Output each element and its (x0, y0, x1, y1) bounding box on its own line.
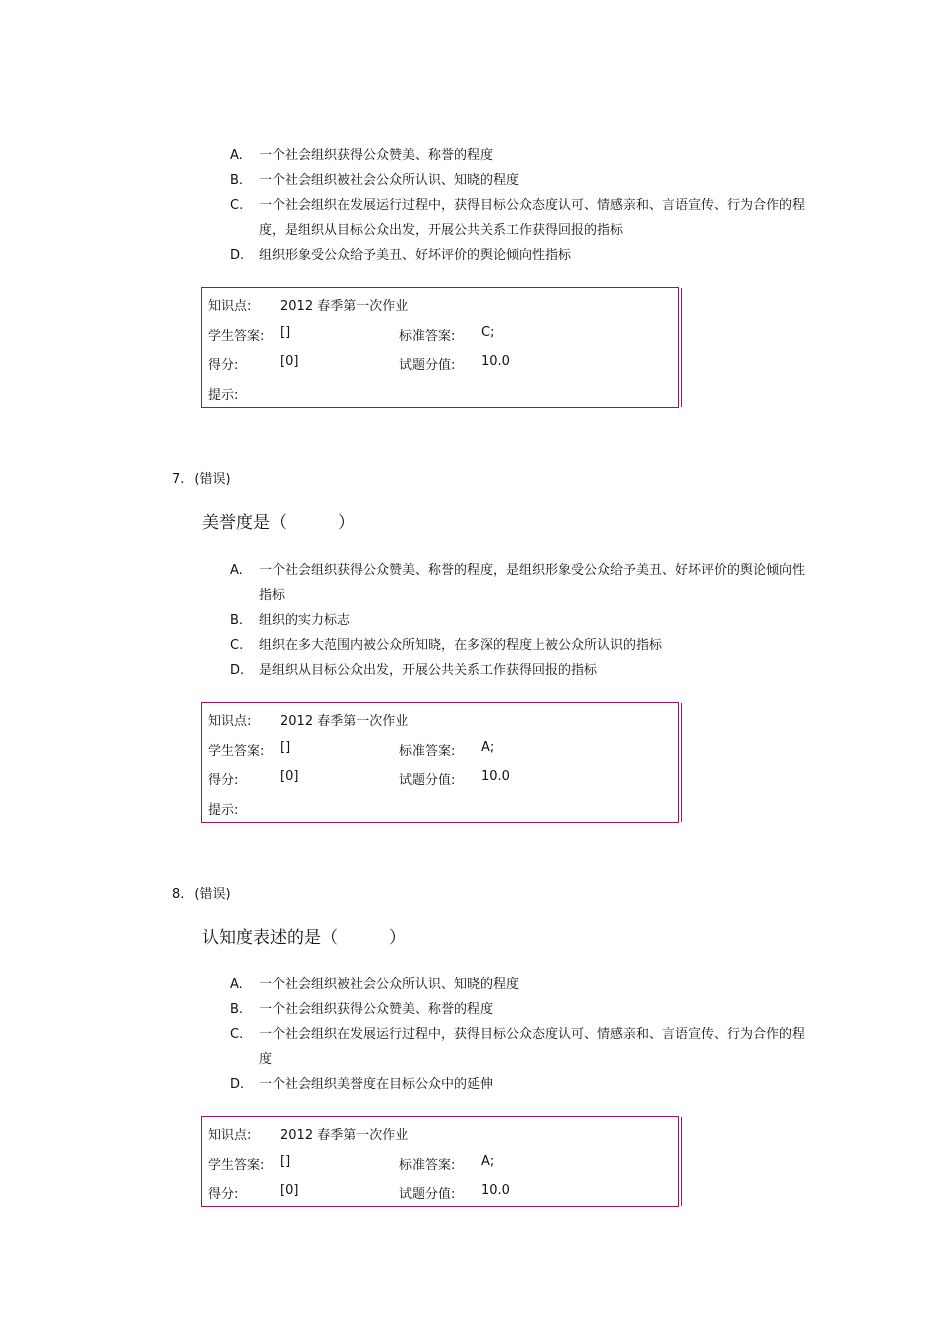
score-row: 得分: [0] 试题分值: 10.0 (208, 1183, 510, 1203)
q7-option-c: C. 组织在多大范围内被公众所知晓，在多深的程度上被公众所认识的指标 (230, 638, 663, 653)
score-row: 得分: [0] 试题分值: 10.0 (208, 354, 510, 374)
q8-option-c: C. 一个社会组织在发展运行过程中，获得目标公众态度认可、情感亲和、言语宣传、行为合作的程度 (230, 1027, 806, 1067)
score: [0] (280, 769, 299, 785)
q7-question-text: 美誉度是（ ） (202, 513, 355, 533)
q6-options (230, 143, 810, 268)
q8-option-a: A. 一个社会组织被社会公众所认识、知晓的程度 (230, 977, 520, 992)
hint-row: 提示: (208, 388, 239, 404)
q6-option-a: A. 一个社会组织获得公众赞美、称誉的程度 (230, 148, 494, 163)
q7-option-d: D. 是组织从目标公众出发，开展公共关系工作获得回报的指标 (230, 663, 598, 678)
score-row: 得分: [0] 试题分值: 10.0 (208, 769, 510, 789)
q7-info-box (201, 702, 679, 823)
score: [0] (280, 354, 299, 370)
q8-question-text: 认知度表述的是（ ） (202, 928, 406, 948)
q8-option-b: B. 一个社会组织获得公众赞美、称誉的程度 (230, 1002, 494, 1017)
points: 10.0 (481, 1183, 510, 1199)
answer-row: 学生答案: [] 标准答案: A; (208, 1153, 495, 1173)
status-badge: (错误) (194, 887, 231, 902)
q6-option-b: B. 一个社会组织被社会公众所认识、知晓的程度 (230, 173, 520, 188)
student-answer: [] (280, 739, 291, 755)
question-number: 8. (172, 887, 185, 902)
standard-answer: C; (481, 324, 495, 340)
q6-info-box (201, 287, 679, 408)
q8-info-box (201, 1116, 679, 1207)
q6-option-c: C. 一个社会组织在发展运行过程中，获得目标公众态度认可、情感亲和、言语宣传、行为合作的程度，是组织从目标公众出发，开展公共关系工作获得回报的指标 (230, 198, 806, 238)
hint-row: 提示: (208, 803, 239, 819)
student-answer: [] (280, 324, 291, 340)
answer-row: 学生答案: [] 标准答案: A; (208, 739, 495, 759)
knowledge-row: 知识点: 2012 春季第一次作业 (208, 1128, 409, 1143)
knowledge-row: 知识点: 2012 春季第一次作业 (208, 714, 409, 729)
q7-option-a: A. 一个社会组织获得公众赞美、称誉的程度，是组织形象受公众给予美丑、好坏评价的舆论倾向性指标 (230, 563, 806, 603)
q8-option-d: D. 一个社会组织美誉度在目标公众中的延伸 (230, 1077, 494, 1092)
points: 10.0 (481, 769, 510, 785)
q6-option-d: D. 组织形象受公众给予美丑、好坏评价的舆论倾向性指标 (230, 248, 572, 263)
status-badge: (错误) (194, 472, 231, 487)
q8-header (172, 883, 231, 902)
standard-answer: A; (481, 1153, 495, 1169)
q7-option-b: B. 组织的实力标志 (230, 613, 351, 628)
q7-options (230, 558, 810, 683)
student-answer: [] (280, 1153, 291, 1169)
q8-options (230, 972, 810, 1097)
knowledge-row: 知识点: 2012 春季第一次作业 (208, 299, 409, 314)
standard-answer: A; (481, 739, 495, 755)
score: [0] (280, 1183, 299, 1199)
q7-header (172, 468, 231, 487)
question-number: 7. (172, 472, 185, 487)
points: 10.0 (481, 354, 510, 370)
answer-row: 学生答案: [] 标准答案: C; (208, 324, 495, 344)
